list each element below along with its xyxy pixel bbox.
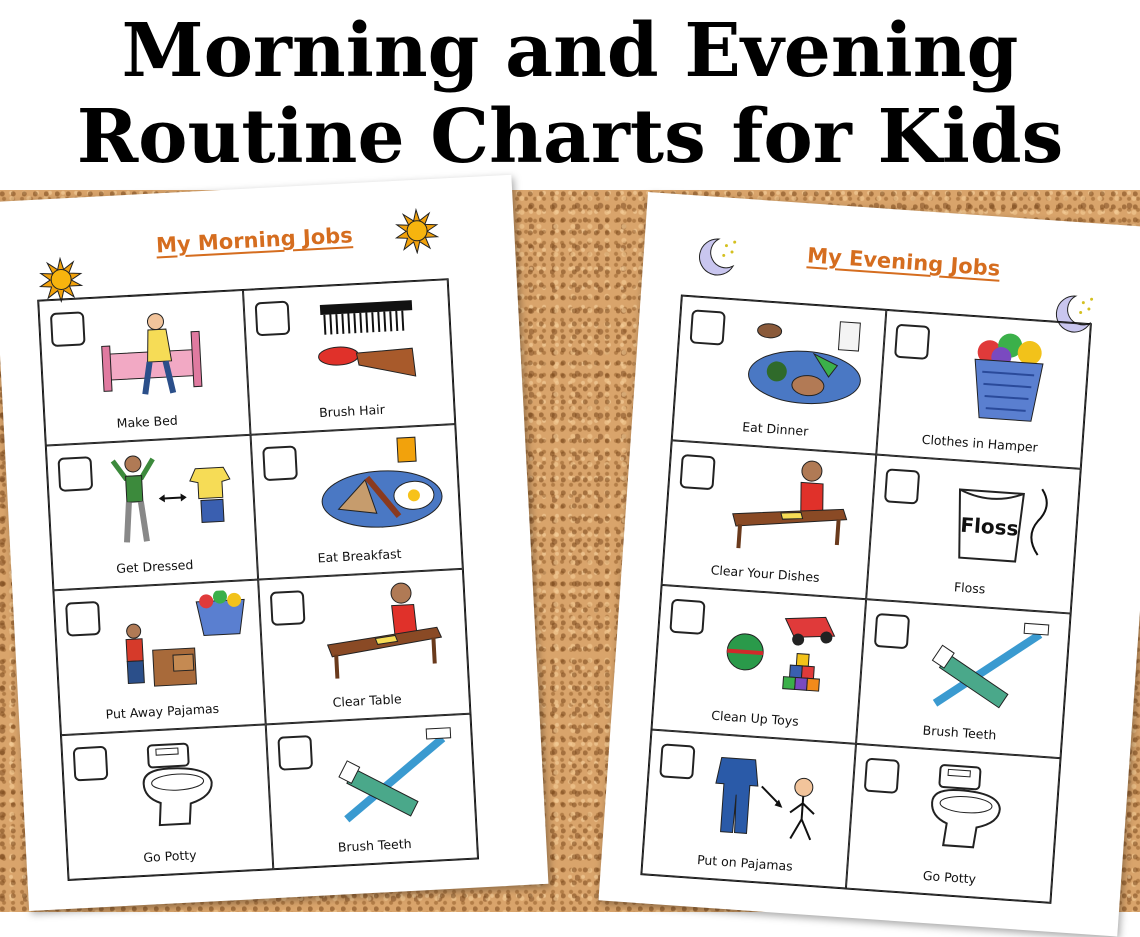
task-cell xyxy=(266,714,478,870)
toys-icon xyxy=(710,598,856,706)
task-checkbox[interactable] xyxy=(690,309,726,345)
task-checkbox[interactable] xyxy=(262,445,298,481)
clear-dishes-icon xyxy=(720,453,866,561)
task-checkbox[interactable] xyxy=(679,454,715,490)
task-checkbox[interactable] xyxy=(57,456,93,492)
task-label: Put Away Pajamas xyxy=(105,700,220,722)
task-cell xyxy=(53,580,265,736)
task-cell xyxy=(38,290,250,446)
task-cell xyxy=(846,744,1061,903)
task-label: Brush Hair xyxy=(318,401,386,421)
put-on-pajamas-icon xyxy=(700,742,846,850)
hamper-icon xyxy=(935,323,1081,431)
task-checkbox[interactable] xyxy=(874,613,910,649)
task-label: Eat Breakfast xyxy=(317,546,402,566)
toothbrush-icon xyxy=(322,723,467,828)
task-checkbox[interactable] xyxy=(884,468,920,504)
toilet-icon xyxy=(117,734,262,839)
evening-chart-title: My Evening Jobs xyxy=(806,243,1002,281)
make-bed-icon xyxy=(95,299,240,404)
floss-icon xyxy=(925,467,1071,575)
task-checkbox[interactable] xyxy=(50,311,86,347)
toilet-icon xyxy=(904,757,1050,865)
task-checkbox[interactable] xyxy=(659,743,695,779)
put-away-pajamas-icon xyxy=(110,589,255,694)
task-checkbox[interactable] xyxy=(65,601,101,637)
task-checkbox[interactable] xyxy=(270,590,306,626)
task-cell xyxy=(258,569,470,725)
morning-task-grid xyxy=(37,278,479,881)
task-cell xyxy=(866,455,1081,614)
task-label: Get Dressed xyxy=(115,556,194,576)
task-label: Clean Up Toys xyxy=(710,707,800,729)
task-label: Go Potty xyxy=(142,847,197,865)
task-cell xyxy=(662,440,877,599)
morning-chart-title: My Morning Jobs xyxy=(155,223,354,258)
breakfast-plate-icon xyxy=(307,434,452,539)
task-cell xyxy=(251,424,463,580)
sun-icon xyxy=(393,207,441,255)
task-label: Clear Table xyxy=(332,691,402,710)
dinner-plate-icon xyxy=(730,308,876,416)
task-cell xyxy=(46,435,258,591)
page-title-line-1: Morning and Evening xyxy=(121,8,1019,94)
task-label: Floss xyxy=(953,579,986,597)
toothbrush-icon xyxy=(915,612,1061,720)
task-label: Put on Pajamas xyxy=(696,852,794,874)
evening-chart-sheet xyxy=(598,192,1140,937)
task-checkbox[interactable] xyxy=(894,324,930,360)
task-label: Make Bed xyxy=(116,412,179,431)
task-cell xyxy=(672,296,887,455)
task-label: Eat Dinner xyxy=(741,419,809,439)
task-checkbox[interactable] xyxy=(864,758,900,794)
task-checkbox[interactable] xyxy=(277,735,313,771)
task-checkbox[interactable] xyxy=(255,301,291,337)
task-cell xyxy=(243,279,455,435)
task-cell xyxy=(856,599,1071,758)
header xyxy=(0,0,1140,190)
task-cell xyxy=(876,310,1091,469)
task-checkbox[interactable] xyxy=(669,599,705,635)
comb-brush-icon xyxy=(299,289,444,394)
task-label: Clear Your Dishes xyxy=(710,562,821,585)
task-cell xyxy=(652,585,867,744)
task-cell xyxy=(641,730,856,889)
task-label: Brush Teeth xyxy=(337,835,412,855)
task-cell xyxy=(61,724,273,880)
task-label: Brush Teeth xyxy=(922,722,997,743)
evening-task-grid xyxy=(640,295,1092,904)
clear-table-icon xyxy=(315,578,460,683)
floss-box-text: Floss xyxy=(959,512,1020,541)
task-label: Go Potty xyxy=(922,867,977,887)
page-title-line-2: Routine Charts for Kids xyxy=(76,94,1064,180)
get-dressed-icon xyxy=(102,444,247,549)
morning-chart-sheet xyxy=(0,175,548,911)
task-label: Clothes in Hamper xyxy=(921,431,1039,455)
task-checkbox[interactable] xyxy=(73,746,109,782)
